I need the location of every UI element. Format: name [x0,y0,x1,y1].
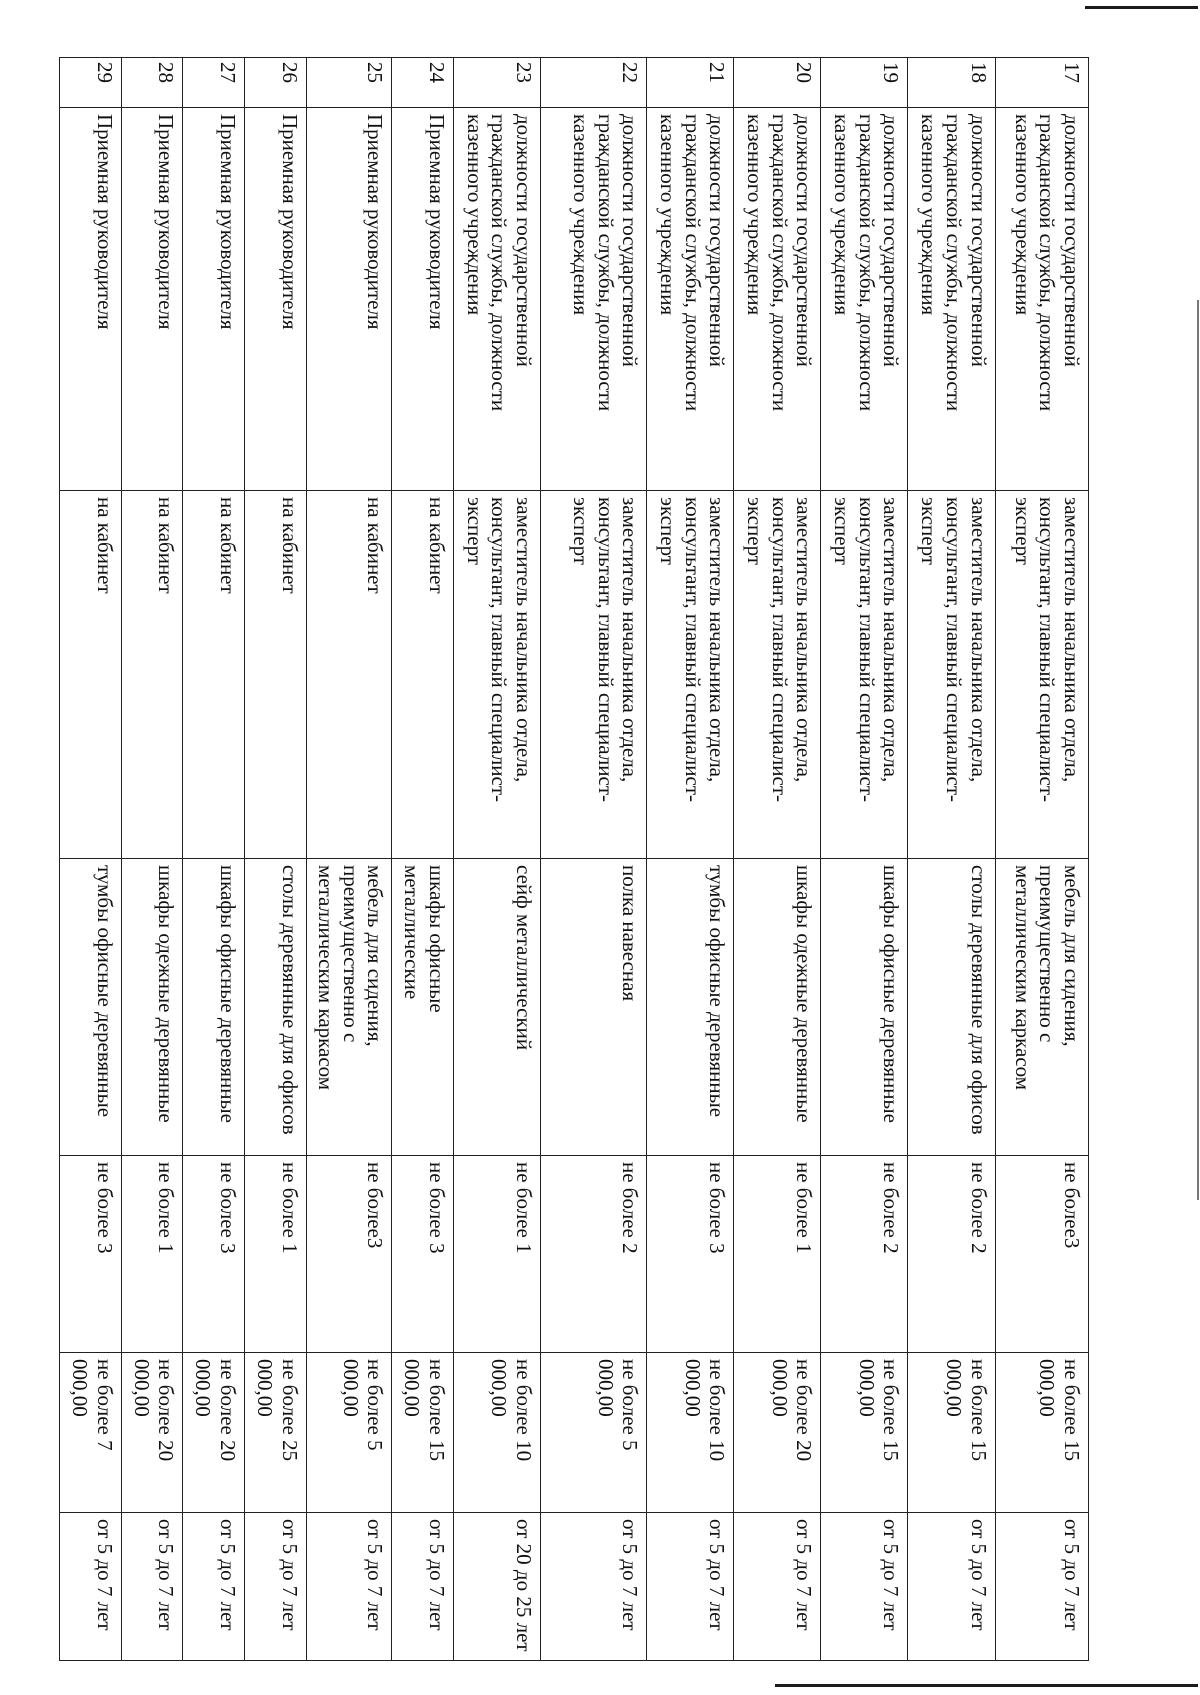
quantity-cell: не более 1 [244,1156,306,1353]
furniture-item-cell: шкафы одежные деревянные [734,859,821,1156]
furniture-item-cell: мебель для сидения, преимущественно с металлическим каркасом [995,859,1088,1156]
row-number: 25 [306,58,392,108]
quantity-cell: не более 1 [734,1156,821,1353]
position-group-cell: Приемная руководителя [183,108,245,491]
row-number: 26 [244,58,306,108]
price-cell: не более 20 000,00 [121,1353,183,1513]
position-cell: на кабинет [306,491,392,859]
position-group-cell: должности государственной гражданской службы, должности казенного учреждения [734,108,821,491]
position-group-cell: Приемная руководителя [121,108,183,491]
furniture-item-cell: столы деревянные для офисов [244,859,306,1156]
row-number: 24 [392,58,454,108]
row-number: 19 [821,58,908,108]
price-cell: не более 15 000,00 [821,1353,908,1513]
service-life-cell: от 5 до 7 лет [908,1513,995,1661]
row-number: 29 [60,58,122,108]
row-number: 28 [121,58,183,108]
furniture-norms-table [59,57,1089,1661]
service-life-cell: от 20 до 25 лет [453,1513,540,1661]
table-row [995,58,1088,1661]
position-group-cell: Приемная руководителя [60,108,122,491]
service-life-cell: от 5 до 7 лет [306,1513,392,1661]
position-group-cell: Приемная руководителя [244,108,306,491]
position-group-cell: Приемная руководителя [392,108,454,491]
rotated-document-page [59,57,1089,1660]
quantity-cell: не более 2 [821,1156,908,1353]
quantity-cell: не более 2 [908,1156,995,1353]
service-life-cell: от 5 до 7 лет [821,1513,908,1661]
furniture-item-cell: столы деревянные для офисов [908,859,995,1156]
service-life-cell: от 5 до 7 лет [121,1513,183,1661]
position-cell: заместитель начальника отдела, консультант, главный специалист-эксперт [540,491,646,859]
price-cell: не более 15 000,00 [908,1353,995,1513]
scan-edge-line-top [1085,6,1198,9]
quantity-cell: не более 3 [647,1156,734,1353]
service-life-cell: от 5 до 7 лет [995,1513,1088,1661]
position-group-cell: должности государственной гражданской службы, должности казенного учреждения [453,108,540,491]
service-life-cell: от 5 до 7 лет [244,1513,306,1661]
table-row [244,58,306,1661]
scan-edge-line-bottom [775,1684,1198,1687]
table-row [60,58,122,1661]
position-group-cell: Приемная руководителя [306,108,392,491]
position-group-cell: должности государственной гражданской службы, должности казенного учреждения [540,108,646,491]
table-row [821,58,908,1661]
price-cell: не более 20 000,00 [183,1353,245,1513]
quantity-cell: не более 3 [60,1156,122,1353]
price-cell: не более 15 000,00 [392,1353,454,1513]
table-row [647,58,734,1661]
position-cell: на кабинет [244,491,306,859]
position-group-cell: должности государственной гражданской службы, должности казенного учреждения [995,108,1088,491]
furniture-item-cell: шкафы офисные деревянные [821,859,908,1156]
position-cell: заместитель начальника отдела, консультант, главный специалист-эксперт [821,491,908,859]
price-cell: не более 5 000,00 [540,1353,646,1513]
price-cell: не более 7 000,00 [60,1353,122,1513]
price-cell: не более 10 000,00 [647,1353,734,1513]
furniture-item-cell: шкафы офисные металлические [392,859,454,1156]
furniture-item-cell: шкафы офисные деревянные [183,859,245,1156]
row-number: 23 [453,58,540,108]
position-cell: заместитель начальника отдела, консультант, главный специалист-эксперт [995,491,1088,859]
table-row [540,58,646,1661]
table-row [183,58,245,1661]
position-cell: заместитель начальника отдела, консультант, главный специалист-эксперт [453,491,540,859]
quantity-cell: не более 2 [540,1156,646,1353]
table-row [734,58,821,1661]
price-cell: не более 5 000,00 [306,1353,392,1513]
furniture-item-cell: шкафы одежные деревянные [121,859,183,1156]
furniture-item-cell: тумбы офисные деревянные [60,859,122,1156]
position-cell: на кабинет [121,491,183,859]
position-cell: заместитель начальника отдела, консультант, главный специалист-эксперт [647,491,734,859]
quantity-cell: не более3 [306,1156,392,1353]
price-cell: не более 10 000,00 [453,1353,540,1513]
position-cell: заместитель начальника отдела, консультант, главный специалист-эксперт [908,491,995,859]
furniture-item-cell: полка навесная [540,859,646,1156]
row-number: 18 [908,58,995,108]
table-row [121,58,183,1661]
furniture-item-cell: сейф металлический [453,859,540,1156]
service-life-cell: от 5 до 7 лет [183,1513,245,1661]
furniture-item-cell: тумбы офисные деревянные [647,859,734,1156]
table-row [392,58,454,1661]
position-cell: на кабинет [392,491,454,859]
row-number: 27 [183,58,245,108]
quantity-cell: не более3 [995,1156,1088,1353]
position-cell: на кабинет [60,491,122,859]
position-group-cell: должности государственной гражданской службы, должности казенного учреждения [908,108,995,491]
price-cell: не более 20 000,00 [734,1353,821,1513]
service-life-cell: от 5 до 7 лет [392,1513,454,1661]
row-number: 21 [647,58,734,108]
quantity-cell: не более 1 [121,1156,183,1353]
row-number: 17 [995,58,1088,108]
quantity-cell: не более 3 [392,1156,454,1353]
service-life-cell: от 5 до 7 лет [540,1513,646,1661]
service-life-cell: от 5 до 7 лет [60,1513,122,1661]
furniture-item-cell: мебель для сидения, преимущественно с металлическим каркасом [306,859,392,1156]
scan-edge-line-right [1197,300,1199,1200]
service-life-cell: от 5 до 7 лет [734,1513,821,1661]
table-body [60,58,1089,1661]
position-group-cell: должности государственной гражданской службы, должности казенного учреждения [821,108,908,491]
quantity-cell: не более 1 [453,1156,540,1353]
position-cell: заместитель начальника отдела, консультант, главный специалист-эксперт [734,491,821,859]
price-cell: не более 15 000,00 [995,1353,1088,1513]
service-life-cell: от 5 до 7 лет [647,1513,734,1661]
row-number: 22 [540,58,646,108]
table-row [908,58,995,1661]
table-row [306,58,392,1661]
price-cell: не более 25 000,00 [244,1353,306,1513]
table-row [453,58,540,1661]
quantity-cell: не более 3 [183,1156,245,1353]
position-cell: на кабинет [183,491,245,859]
position-group-cell: должности государственной гражданской службы, должности казенного учреждения [647,108,734,491]
row-number: 20 [734,58,821,108]
